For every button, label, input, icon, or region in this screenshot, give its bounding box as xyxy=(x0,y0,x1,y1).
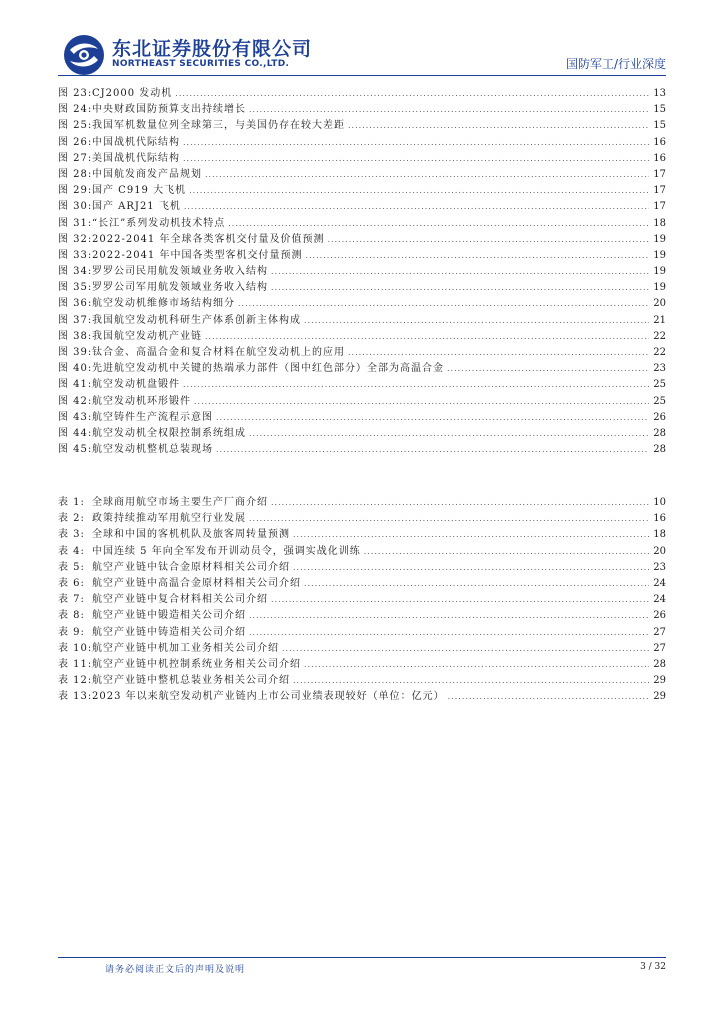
toc-page-number: 17 xyxy=(653,185,666,197)
toc-title: 航空产业链中复合材料相关公司介绍 xyxy=(92,594,268,606)
toc-page-number: 16 xyxy=(653,136,666,148)
toc-leader-dots xyxy=(348,118,649,134)
toc-leader-dots xyxy=(448,689,649,705)
toc-label: 表 3: xyxy=(58,529,85,541)
toc-page-number: 27 xyxy=(653,642,666,654)
toc-page-number: 10 xyxy=(653,497,666,508)
toc-title: 航空产业链中钛合金原材料相关公司介绍 xyxy=(92,561,290,573)
toc-title: 全球和中国的客机机队及旅客周转量预测 xyxy=(92,529,290,541)
toc-leader-dots xyxy=(249,511,649,527)
figure-toc-row[interactable] xyxy=(58,86,666,102)
toc-title: 我国军机数量位列全球第三，与美国仍存在较大差距 xyxy=(92,120,345,132)
toc-label: 表 7: xyxy=(58,594,85,606)
toc-title: 国产 C919 大飞机 xyxy=(92,185,187,197)
toc-page-number: 25 xyxy=(653,379,666,391)
toc-label: 表 1: xyxy=(58,497,85,508)
toc-leader-dots xyxy=(271,592,649,608)
figure-toc-row[interactable] xyxy=(58,232,666,248)
toc-label: 图 27: xyxy=(58,152,93,164)
figure-toc-row[interactable] xyxy=(58,394,666,410)
table-toc-row[interactable] xyxy=(58,495,666,511)
toc-label: 表 12: xyxy=(58,675,93,687)
toc-title: 政策持续推动军用航空行业发展 xyxy=(92,513,246,525)
toc-leader-dots xyxy=(205,167,649,183)
toc-leader-dots xyxy=(447,361,649,377)
toc-label: 图 37: xyxy=(58,314,93,326)
toc-leader-dots xyxy=(327,232,649,248)
table-toc-row[interactable] xyxy=(58,511,666,527)
toc-title: 罗罗公司军用航发领域业务收入结构 xyxy=(92,282,268,294)
toc-page-number: 23 xyxy=(653,363,666,375)
toc-page-number: 15 xyxy=(653,104,666,116)
toc-leader-dots xyxy=(216,410,649,426)
toc-page-number: 21 xyxy=(653,314,666,326)
toc-label: 图 33: xyxy=(58,249,93,261)
toc-page-number: 24 xyxy=(653,577,666,589)
figure-toc-row[interactable] xyxy=(58,426,666,442)
toc-title: 中国连续 5 年向全军发布开训动员令，强调实战化训练 xyxy=(92,545,361,557)
toc-label: 图 35: xyxy=(58,282,93,294)
toc-page-number: 28 xyxy=(653,658,666,670)
toc-label: 表 8: xyxy=(58,610,85,622)
toc-label: 图 28: xyxy=(58,168,93,180)
figure-toc-row[interactable] xyxy=(58,280,666,296)
toc-leader-dots xyxy=(282,641,649,657)
toc-page-number: 27 xyxy=(653,626,666,638)
toc-title: 航空发动机盘锻件 xyxy=(92,379,180,391)
toc-title: 航空产业链中机加工业务相关公司介绍 xyxy=(92,642,279,654)
toc-title: 航空产业链中高温合金原材料相关公司介绍 xyxy=(92,577,301,589)
toc-label: 图 38: xyxy=(58,330,93,342)
toc-leader-dots xyxy=(271,280,649,296)
toc-page-number: 25 xyxy=(653,395,666,407)
toc-label: 图 29: xyxy=(58,185,93,197)
toc-label: 图 34: xyxy=(58,266,93,278)
figure-toc-row[interactable] xyxy=(58,345,666,361)
toc-page-number: 26 xyxy=(653,610,666,622)
toc-page-number: 18 xyxy=(653,217,666,229)
toc-leader-dots xyxy=(304,576,649,592)
toc-page-number: 24 xyxy=(653,594,666,606)
figure-toc-row[interactable] xyxy=(58,329,666,345)
toc-page-number: 17 xyxy=(653,168,666,180)
toc-page-number: 26 xyxy=(653,411,666,423)
table-toc-row[interactable] xyxy=(58,560,666,576)
figure-toc-row[interactable] xyxy=(58,135,666,151)
figure-toc-row[interactable] xyxy=(58,248,666,264)
toc-page-number: 15 xyxy=(653,120,666,132)
toc-title: 我国航空发动机科研生产体系创新主体构成 xyxy=(92,314,301,326)
toc-label: 图 43: xyxy=(58,411,93,423)
toc-leader-dots xyxy=(249,426,649,442)
toc-leader-dots xyxy=(183,377,649,393)
figure-toc-row[interactable] xyxy=(58,151,666,167)
toc-page-number: 18 xyxy=(653,529,666,541)
footer-disclaimer: 请务必阅读正文后的声明及说明 xyxy=(105,965,246,975)
toc-title: 中国战机代际结构 xyxy=(92,136,180,148)
report-type: 国防军工/行业深度 xyxy=(565,57,666,71)
toc-page-number: 23 xyxy=(653,561,666,573)
toc-title: 航空产业链中整机总装业务相关公司介绍 xyxy=(92,675,290,687)
toc-page-number: 22 xyxy=(653,347,666,358)
toc-title: “长江”系列发动机技术特点 xyxy=(92,217,226,229)
toc-title: 航空发动机维修市场结构细分 xyxy=(92,298,235,310)
toc-leader-dots xyxy=(305,248,649,264)
table-toc-row[interactable] xyxy=(58,576,666,592)
toc-page-number: 29 xyxy=(653,675,666,687)
toc-title: 钛合金、高温合金和复合材料在航空发动机上的应用 xyxy=(92,347,345,358)
figure-toc-list xyxy=(58,86,666,458)
toc-label: 图 30: xyxy=(58,201,93,213)
toc-leader-dots xyxy=(293,527,649,543)
toc-title: 罗罗公司民用航发领域业务收入结构 xyxy=(92,266,268,278)
toc-title: 国产 ARJ21 飞机 xyxy=(92,201,181,213)
toc-leader-dots xyxy=(304,657,649,673)
toc-page-number: 19 xyxy=(653,266,666,278)
table-toc-row[interactable] xyxy=(58,592,666,608)
toc-page-number: 16 xyxy=(653,513,666,525)
toc-page-number: 28 xyxy=(653,444,666,456)
table-toc-row[interactable] xyxy=(58,608,666,624)
toc-label: 表 9: xyxy=(58,626,85,638)
toc-title: 航空产业链中铸造相关公司介绍 xyxy=(92,626,246,638)
figure-toc-row[interactable] xyxy=(58,183,666,199)
toc-leader-dots xyxy=(249,102,649,118)
figure-toc-row[interactable] xyxy=(58,296,666,312)
figure-toc-row[interactable] xyxy=(58,264,666,280)
toc-label: 图 39: xyxy=(58,347,93,358)
toc-label: 表 6: xyxy=(58,577,85,589)
toc-leader-dots xyxy=(183,135,649,151)
toc-label: 图 44: xyxy=(58,427,93,439)
toc-title: 航空发动机环形锻件 xyxy=(92,395,191,407)
toc-label: 表 11: xyxy=(58,658,93,670)
figure-toc-row[interactable] xyxy=(58,102,666,118)
toc-label: 图 26: xyxy=(58,136,93,148)
toc-page-number: 13 xyxy=(653,88,666,99)
figure-toc-row[interactable] xyxy=(58,410,666,426)
northeast-securities-logo-icon xyxy=(62,33,106,77)
toc-page-number: 29 xyxy=(653,691,666,703)
toc-label: 图 23: xyxy=(58,88,93,99)
toc-leader-dots xyxy=(238,296,649,312)
toc-title: 中央财政国防预算支出持续增长 xyxy=(92,104,246,116)
table-toc-row[interactable] xyxy=(58,657,666,673)
figure-toc-row[interactable] xyxy=(58,361,666,377)
toc-label: 图 32: xyxy=(58,233,93,245)
toc-title: 我国航空发动机产业链 xyxy=(92,330,202,342)
toc-leader-dots xyxy=(175,86,649,102)
toc-leader-dots xyxy=(304,313,649,329)
table-toc-row[interactable] xyxy=(58,544,666,560)
figure-toc-row[interactable] xyxy=(58,216,666,232)
toc-leader-dots xyxy=(249,625,649,641)
toc-title: CJ2000 发动机 xyxy=(92,88,173,99)
figure-toc-row[interactable] xyxy=(58,442,666,458)
toc-label: 表 13: xyxy=(58,691,93,703)
toc-leader-dots xyxy=(249,608,649,624)
toc-title: 2023 年以来航空发动机产业链内上市公司业绩表现较好（单位：亿元） xyxy=(92,691,445,703)
toc-title: 航空发动机全权限控制系统组成 xyxy=(92,427,246,439)
toc-leader-dots xyxy=(228,216,649,232)
toc-title: 2022-2041 年全球各类客机交付量及价值预测 xyxy=(92,233,325,245)
figure-toc-row[interactable] xyxy=(58,377,666,393)
toc-label: 图 25: xyxy=(58,120,93,132)
toc-title: 全球商用航空市场主要生产厂商介绍 xyxy=(92,497,268,508)
figure-toc-row[interactable] xyxy=(58,313,666,329)
toc-leader-dots xyxy=(183,151,649,167)
toc-title: 航空铸件生产流程示意图 xyxy=(92,411,213,423)
toc-label: 图 24: xyxy=(58,104,93,116)
toc-leader-dots xyxy=(271,495,649,511)
toc-label: 表 10: xyxy=(58,642,93,654)
toc-label: 图 42: xyxy=(58,395,93,407)
toc-leader-dots xyxy=(184,199,649,215)
toc-page-number: 19 xyxy=(653,233,666,245)
figure-toc-row[interactable] xyxy=(58,199,666,215)
toc-leader-dots xyxy=(271,264,649,280)
toc-label: 表 4: xyxy=(58,545,85,557)
table-toc-row[interactable] xyxy=(58,625,666,641)
toc-page-number: 28 xyxy=(653,427,666,439)
toc-title: 航空产业链中机控制系统业务相关公司介绍 xyxy=(92,658,301,670)
toc-label: 表 5: xyxy=(58,561,85,573)
toc-page-number: 22 xyxy=(653,330,666,342)
toc-leader-dots xyxy=(348,345,649,361)
header-divider xyxy=(58,75,666,76)
toc-title: 中国航发商发产品规划 xyxy=(92,168,202,180)
toc-page-number: 19 xyxy=(653,249,666,261)
table-toc-row[interactable] xyxy=(58,689,666,705)
toc-page-number: 19 xyxy=(653,282,666,294)
page-header xyxy=(0,0,724,80)
toc-leader-dots xyxy=(189,183,649,199)
toc-page-number: 20 xyxy=(653,545,666,557)
toc-title: 航空产业链中锻造相关公司介绍 xyxy=(92,610,246,622)
figure-toc-row[interactable] xyxy=(58,118,666,134)
page-number: 3 / 32 xyxy=(640,962,666,972)
company-name-cn: 东北证券股份有限公司 xyxy=(112,38,313,60)
toc-title: 2022-2041 年中国各类型客机交付量预测 xyxy=(92,249,303,261)
toc-label: 图 45: xyxy=(58,444,93,456)
footer-divider xyxy=(58,957,666,958)
toc-label: 图 41: xyxy=(58,379,93,391)
figure-toc-row[interactable] xyxy=(58,167,666,183)
toc-leader-dots xyxy=(205,329,649,345)
toc-leader-dots xyxy=(364,544,649,560)
toc-label: 表 2: xyxy=(58,513,85,525)
toc-title: 美国战机代际结构 xyxy=(92,152,180,164)
toc-leader-dots xyxy=(216,442,649,458)
toc-title: 先进航空发动机中关键的热端承力部件（图中红色部分）全部为高温合金 xyxy=(92,363,444,375)
company-name-en: NORTHEAST SECURITIES CO.,LTD. xyxy=(112,59,290,69)
table-toc-row[interactable] xyxy=(58,641,666,657)
toc-page-number: 20 xyxy=(653,298,666,310)
table-toc-list xyxy=(58,495,666,705)
toc-page-number: 16 xyxy=(653,152,666,164)
toc-label: 图 31: xyxy=(58,217,93,229)
toc-title: 航空发动机整机总装现场 xyxy=(92,444,213,456)
toc-label: 图 40: xyxy=(58,363,93,375)
toc-label: 图 36: xyxy=(58,298,93,310)
toc-leader-dots xyxy=(194,394,649,410)
toc-page-number: 17 xyxy=(653,201,666,213)
table-toc-row[interactable] xyxy=(58,673,666,689)
table-toc-row[interactable] xyxy=(58,527,666,543)
toc-leader-dots xyxy=(293,673,649,689)
toc-leader-dots xyxy=(293,560,649,576)
